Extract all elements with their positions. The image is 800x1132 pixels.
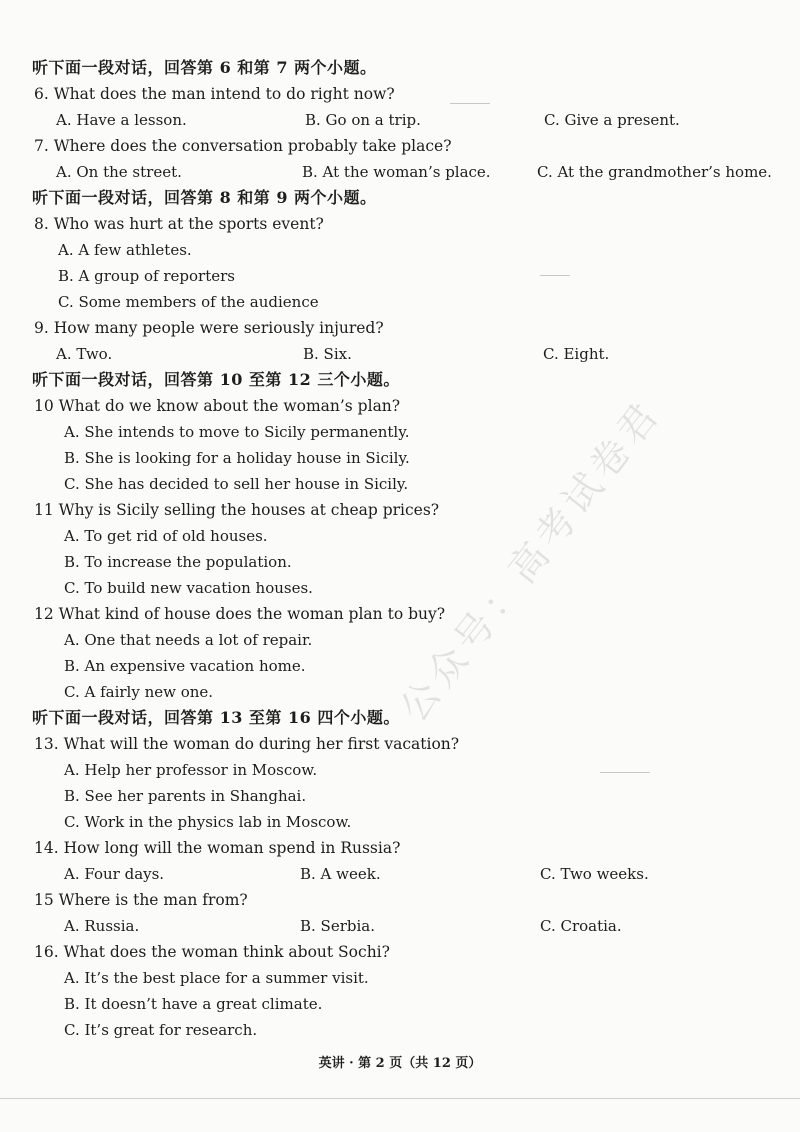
question: [0, 214, 800, 240]
instruction-text: 听下面一段对话，回答第 13 至第 16 四个小题。: [32, 708, 400, 727]
option-text: A. Four days.: [64, 865, 165, 883]
instruction-text: 听下面一段对话，回答第 10 至第 12 三个小题。: [32, 370, 400, 389]
section-instruction: [0, 58, 800, 84]
question-text: 14. How long will the woman spend in Russia?: [34, 839, 401, 857]
question-text: 15 Where is the man from?: [34, 891, 248, 909]
question: [0, 838, 800, 864]
answer-options: [0, 630, 800, 656]
option-text: A. Help her professor in Moscow.: [64, 761, 318, 779]
question: [0, 890, 800, 916]
option-text: B. It doesn’t have a great climate.: [64, 995, 323, 1013]
answer-options: [0, 656, 800, 682]
answer-options: [0, 682, 800, 708]
option-text: B. To increase the population.: [64, 553, 292, 571]
option-text: A. She intends to move to Sicily permanently.: [64, 423, 410, 441]
option-text: A. Have a lesson.: [56, 111, 187, 129]
question-text: 6. What does the man intend to do right now?: [34, 85, 395, 103]
section-instruction: [0, 188, 800, 214]
question: [0, 318, 800, 344]
answer-options: [0, 266, 800, 292]
option-text: B. A group of reporters: [58, 267, 235, 285]
answer-options: [0, 344, 800, 370]
option-text: C. Eight.: [543, 345, 610, 363]
answer-options: [0, 552, 800, 578]
scan-speck: [600, 772, 650, 773]
option-text: B. She is looking for a holiday house in Sicily.: [64, 449, 410, 467]
instruction-text: 听下面一段对话，回答第 8 和第 9 两个小题。: [32, 188, 377, 207]
option-text: A. A few athletes.: [58, 241, 192, 259]
scan-speck: [450, 103, 490, 104]
answer-options: [0, 448, 800, 474]
question: [0, 604, 800, 630]
option-text: C. To build new vacation houses.: [64, 579, 313, 597]
question-text: 12 What kind of house does the woman plan to buy?: [34, 605, 446, 623]
answer-options: [0, 786, 800, 812]
answer-options: [0, 578, 800, 604]
option-text: B. An expensive vacation home.: [64, 657, 306, 675]
option-text: B. Go on a trip.: [305, 111, 421, 129]
option-text: C. Some members of the audience: [58, 293, 319, 311]
answer-options: [0, 916, 800, 942]
bottom-rule: [0, 1098, 800, 1099]
option-text: B. At the woman’s place.: [302, 163, 491, 181]
question-text: 10 What do we know about the woman’s plan?: [34, 397, 401, 415]
option-text: C. Two weeks.: [540, 865, 649, 883]
option-text: C. A fairly new one.: [64, 683, 214, 701]
option-text: A. On the street.: [56, 163, 182, 181]
answer-options: [0, 864, 800, 890]
answer-options: [0, 526, 800, 552]
answer-options: [0, 162, 800, 188]
answer-options: [0, 110, 800, 136]
option-text: C. Give a present.: [544, 111, 680, 129]
answer-options: [0, 240, 800, 266]
option-text: A. Russia.: [64, 917, 140, 935]
answer-options: [0, 760, 800, 786]
option-text: C. It’s great for research.: [64, 1021, 258, 1039]
page-footer: 英讲 · 第 2 页（共 12 页）: [318, 1056, 482, 1071]
option-text: C. Work in the physics lab in Moscow.: [64, 813, 352, 831]
option-text: A. To get rid of old houses.: [64, 527, 268, 545]
question: [0, 84, 800, 110]
answer-options: [0, 1020, 800, 1046]
instruction-text: 听下面一段对话，回答第 6 和第 7 两个小题。: [32, 58, 377, 77]
question: [0, 734, 800, 760]
option-text: B. Six.: [303, 345, 352, 363]
question: [0, 136, 800, 162]
option-text: B. Serbia.: [300, 917, 375, 935]
question-text: 13. What will the woman do during her first vacation?: [34, 735, 460, 753]
question-text: 8. Who was hurt at the sports event?: [34, 215, 324, 233]
option-text: A. It’s the best place for a summer visit.: [64, 969, 369, 987]
answer-options: [0, 994, 800, 1020]
section-instruction: [0, 708, 800, 734]
option-text: B. A week.: [300, 865, 381, 883]
answer-options: [0, 474, 800, 500]
question: [0, 396, 800, 422]
question-text: 11 Why is Sicily selling the houses at cheap prices?: [34, 501, 440, 519]
option-text: C. She has decided to sell her house in Sicily.: [64, 475, 409, 493]
answer-options: [0, 422, 800, 448]
option-text: A. One that needs a lot of repair.: [64, 631, 313, 649]
scan-speck: [540, 275, 570, 276]
question-text: 16. What does the woman think about Sochi?: [34, 943, 390, 961]
option-text: C. Croatia.: [540, 917, 622, 935]
question: [0, 942, 800, 968]
question-text: 7. Where does the conversation probably take place?: [34, 137, 452, 155]
question: [0, 500, 800, 526]
answer-options: [0, 292, 800, 318]
answer-options: [0, 812, 800, 838]
option-text: C. At the grandmother’s home.: [537, 163, 772, 181]
option-text: B. See her parents in Shanghai.: [64, 787, 307, 805]
question-text: 9. How many people were seriously injured?: [34, 319, 384, 337]
option-text: A. Two.: [56, 345, 113, 363]
answer-options: [0, 968, 800, 994]
section-instruction: [0, 370, 800, 396]
svg-text:公众号：高考试卷君: 公众号：高考试卷君: [391, 390, 670, 730]
